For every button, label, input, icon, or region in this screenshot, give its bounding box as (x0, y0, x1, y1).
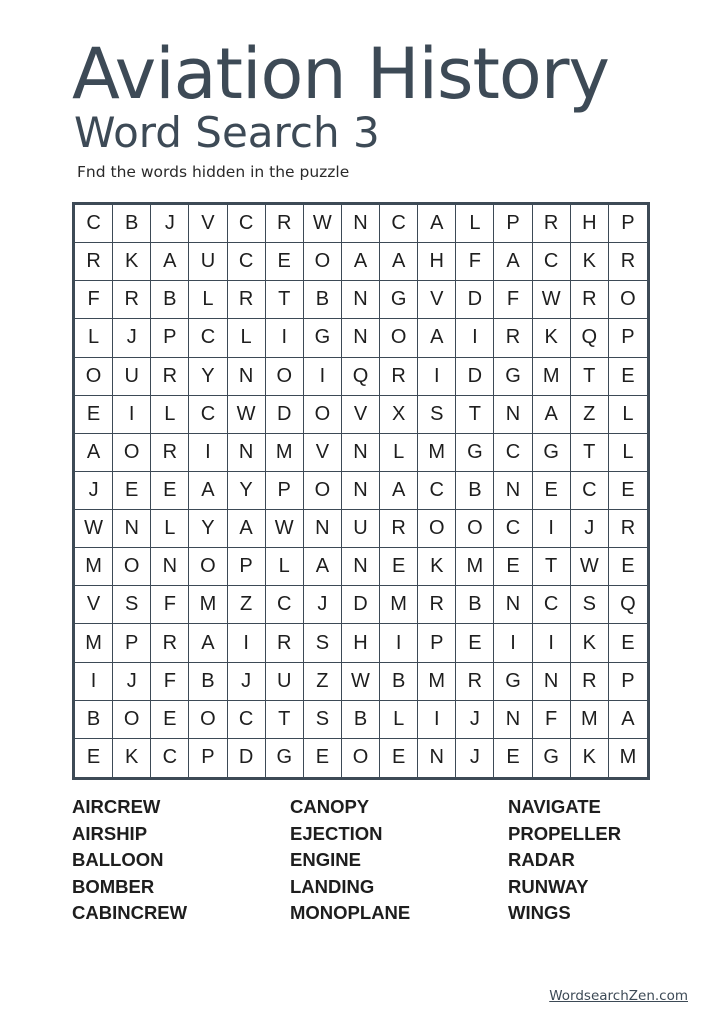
grid-cell[interactable]: V (342, 396, 380, 434)
word-list (0, 794, 724, 934)
grid-cell[interactable]: R (151, 358, 189, 396)
grid-cell[interactable]: U (113, 358, 151, 396)
grid-cell[interactable]: N (342, 434, 380, 472)
grid-cell[interactable]: A (418, 319, 456, 357)
grid-cell[interactable]: K (571, 739, 609, 777)
grid-cell[interactable]: M (75, 548, 113, 586)
grid-cell[interactable]: F (151, 586, 189, 624)
grid-cell[interactable]: P (113, 624, 151, 662)
grid-cell[interactable]: C (571, 472, 609, 510)
site-link[interactable]: WordsearchZen.com (549, 988, 688, 1004)
grid-cell[interactable]: Q (571, 319, 609, 357)
grid-cell[interactable]: N (342, 472, 380, 510)
grid-cell[interactable]: C (533, 586, 571, 624)
grid-cell[interactable]: I (456, 319, 494, 357)
grid-cell[interactable]: I (228, 624, 266, 662)
word-list-item: RADAR (508, 849, 575, 871)
grid-cell[interactable]: G (456, 434, 494, 472)
grid-cell[interactable]: P (189, 739, 227, 777)
grid-cell[interactable]: L (456, 205, 494, 243)
grid-cell[interactable]: R (266, 624, 304, 662)
grid-cell[interactable]: D (228, 739, 266, 777)
grid-cell[interactable]: L (189, 281, 227, 319)
grid-cell[interactable]: W (533, 281, 571, 319)
grid-cell[interactable]: B (113, 205, 151, 243)
grid-cell[interactable]: K (113, 243, 151, 281)
grid-cell[interactable]: R (494, 319, 532, 357)
grid-cell[interactable]: S (113, 586, 151, 624)
grid-cell[interactable]: J (113, 663, 151, 701)
grid-cell[interactable]: Y (228, 472, 266, 510)
grid-cell[interactable]: N (228, 434, 266, 472)
grid-cell[interactable]: Y (189, 510, 227, 548)
grid-cell[interactable]: R (380, 510, 418, 548)
grid-cell[interactable]: K (113, 739, 151, 777)
grid-cell[interactable]: A (304, 548, 342, 586)
grid-cell[interactable]: V (75, 586, 113, 624)
grid-cell[interactable]: A (380, 243, 418, 281)
grid-cell[interactable]: R (533, 205, 571, 243)
grid-cell[interactable]: R (266, 205, 304, 243)
grid-cell[interactable]: O (304, 396, 342, 434)
grid-cell[interactable]: E (304, 739, 342, 777)
grid-cell[interactable]: E (609, 358, 647, 396)
grid-cell[interactable]: F (456, 243, 494, 281)
grid-cell[interactable]: E (380, 548, 418, 586)
grid-cell[interactable]: J (304, 586, 342, 624)
grid-cell[interactable]: B (456, 472, 494, 510)
grid-cell[interactable]: P (609, 663, 647, 701)
grid-cell[interactable]: O (380, 319, 418, 357)
grid-cell[interactable]: P (609, 319, 647, 357)
grid-cell[interactable]: C (494, 510, 532, 548)
grid-cell[interactable]: N (494, 586, 532, 624)
grid-cell[interactable]: H (571, 205, 609, 243)
grid-cell[interactable]: I (266, 319, 304, 357)
grid-cell[interactable]: J (456, 739, 494, 777)
grid-cell[interactable]: M (533, 358, 571, 396)
grid-cell[interactable]: O (189, 548, 227, 586)
grid-cell[interactable]: N (342, 205, 380, 243)
grid-cell[interactable]: E (609, 472, 647, 510)
word-list-column-2 (290, 794, 410, 927)
grid-cell[interactable]: A (228, 510, 266, 548)
grid-cell[interactable]: G (304, 319, 342, 357)
grid-cell[interactable]: R (113, 281, 151, 319)
grid-cell[interactable]: K (571, 624, 609, 662)
grid-cell[interactable]: L (151, 510, 189, 548)
grid-cell[interactable]: B (456, 586, 494, 624)
grid-cell[interactable]: O (113, 434, 151, 472)
grid-cell[interactable]: A (151, 243, 189, 281)
grid-cell[interactable]: N (494, 701, 532, 739)
grid-cell[interactable]: M (418, 434, 456, 472)
grid-cell[interactable]: X (380, 396, 418, 434)
grid-cell[interactable]: U (266, 663, 304, 701)
grid-cell[interactable]: R (228, 281, 266, 319)
grid-cell[interactable]: R (571, 663, 609, 701)
grid-cell[interactable]: O (75, 358, 113, 396)
grid-cell[interactable]: C (189, 396, 227, 434)
grid-cell[interactable]: C (151, 739, 189, 777)
grid-cell[interactable]: A (342, 243, 380, 281)
grid-cell[interactable]: N (342, 319, 380, 357)
grid-cell[interactable]: B (342, 701, 380, 739)
grid-cell[interactable]: M (619, 746, 637, 769)
word-list-item: AIRCREW (72, 796, 161, 817)
word-list-item: NAVIGATE (508, 796, 601, 817)
grid-cell[interactable]: R (75, 243, 113, 281)
word-search-grid (72, 202, 650, 780)
grid-cell[interactable]: T (571, 434, 609, 472)
grid-cell[interactable]: O (304, 472, 342, 510)
grid-cell[interactable]: J (571, 510, 609, 548)
grid-cell[interactable]: E (75, 396, 113, 434)
grid-cell[interactable]: B (380, 663, 418, 701)
word-list-column-3 (508, 794, 621, 927)
grid-cell[interactable]: N (228, 358, 266, 396)
grid-cell[interactable]: R (380, 358, 418, 396)
grid-cell[interactable]: W (266, 510, 304, 548)
grid-cell[interactable]: L (609, 434, 647, 472)
grid-cell[interactable]: V (189, 205, 227, 243)
grid-cell[interactable]: T (533, 548, 571, 586)
grid-cell[interactable]: C (75, 205, 113, 243)
grid-cell[interactable]: C (228, 243, 266, 281)
grid-cell[interactable]: E (609, 624, 647, 662)
grid-cell[interactable]: I (533, 624, 571, 662)
grid-cell[interactable]: M (418, 663, 456, 701)
grid-cell[interactable]: I (189, 434, 227, 472)
grid-cell[interactable]: G (533, 739, 571, 777)
grid-cell[interactable]: F (151, 663, 189, 701)
grid-cell[interactable]: N (304, 510, 342, 548)
grid-cell[interactable]: O (418, 510, 456, 548)
grid-cell[interactable]: A (494, 243, 532, 281)
grid-cell[interactable]: J (151, 205, 189, 243)
grid-cell[interactable]: D (456, 358, 494, 396)
word-list-item: CANOPY (290, 796, 370, 817)
grid-cell[interactable]: U (189, 243, 227, 281)
word-list-item: LANDING (290, 875, 375, 897)
word-list-item: MONOPLANE (290, 902, 411, 924)
grid-cell[interactable]: O (113, 701, 151, 739)
grid-cell[interactable]: I (533, 510, 571, 548)
word-list-item: EJECTION (290, 822, 383, 844)
grid-cell[interactable]: W (571, 548, 609, 586)
grid-cell[interactable]: E (151, 472, 189, 510)
page-title: Aviation History (72, 33, 609, 115)
grid-cell[interactable]: O (342, 739, 380, 777)
grid-cell[interactable]: A (189, 472, 227, 510)
word-list-item: RUNWAY (508, 875, 589, 897)
grid-cell[interactable]: A (380, 472, 418, 510)
grid-cell[interactable]: R (151, 624, 189, 662)
grid-cell[interactable]: P (609, 205, 647, 243)
grid-cell[interactable]: P (418, 624, 456, 662)
grid-cell[interactable]: R (609, 243, 647, 281)
grid-cell[interactable]: E (113, 472, 151, 510)
grid-cell[interactable]: K (571, 243, 609, 281)
grid-cell[interactable]: V (418, 281, 456, 319)
word-list-item: AIRSHIP (72, 822, 148, 844)
grid-cell[interactable]: A (75, 434, 113, 472)
grid-cell[interactable]: E (609, 548, 647, 586)
grid-cell[interactable]: L (228, 319, 266, 357)
grid-cell[interactable]: I (380, 624, 418, 662)
grid-cell[interactable]: S (304, 624, 342, 662)
grid-cell[interactable]: V (304, 434, 342, 472)
word-list-item: BALLOON (72, 849, 164, 871)
grid-cell[interactable]: G (533, 434, 571, 472)
grid-cell[interactable]: E (533, 472, 571, 510)
grid-cell[interactable]: S (418, 396, 456, 434)
grid-cell[interactable]: W (342, 663, 380, 701)
grid-cell[interactable]: E (75, 739, 113, 777)
grid-cell[interactable]: D (456, 281, 494, 319)
instructions-text: Fnd the words hidden in the puzzle (77, 163, 350, 181)
word-list-item: BOMBER (72, 875, 155, 897)
grid-cell[interactable]: R (571, 281, 609, 319)
grid-cell[interactable]: G (380, 281, 418, 319)
word-list-item: ENGINE (290, 849, 361, 871)
grid-cell[interactable]: E (456, 624, 494, 662)
grid-cell[interactable]: M (189, 586, 227, 624)
grid-cell[interactable]: R (151, 434, 189, 472)
grid-cell[interactable]: A (189, 624, 227, 662)
grid-cell[interactable]: H (342, 624, 380, 662)
grid-cell[interactable]: F (75, 281, 113, 319)
grid-cell[interactable]: O (304, 243, 342, 281)
grid-cell[interactable]: Z (571, 396, 609, 434)
grid-cell[interactable]: G (266, 739, 304, 777)
grid-cell[interactable]: N (342, 548, 380, 586)
grid-cell[interactable]: W (75, 510, 113, 548)
grid-cell[interactable]: E (494, 548, 532, 586)
grid-cell[interactable]: O (113, 548, 151, 586)
grid-cell[interactable]: C (189, 319, 227, 357)
grid-cell[interactable]: M (456, 548, 494, 586)
grid-cell[interactable]: C (228, 701, 266, 739)
grid-cell[interactable]: J (456, 701, 494, 739)
grid-cell[interactable]: M (266, 434, 304, 472)
grid-cell[interactable]: C (380, 205, 418, 243)
grid-cell[interactable]: N (113, 510, 151, 548)
grid-cell[interactable]: I (113, 396, 151, 434)
grid-cell[interactable]: L (266, 548, 304, 586)
grid-cell[interactable]: E (380, 739, 418, 777)
grid-cell[interactable]: J (75, 472, 113, 510)
word-list-item: CABINCREW (72, 902, 188, 924)
grid-cell[interactable]: K (533, 319, 571, 357)
grid-cell[interactable]: A (418, 205, 456, 243)
grid-cell[interactable]: C (228, 205, 266, 243)
grid-cell[interactable]: Q (609, 586, 647, 624)
grid-cell[interactable]: B (75, 701, 113, 739)
grid-cell[interactable]: P (151, 319, 189, 357)
grid-cell[interactable]: N (342, 281, 380, 319)
word-list-column-1 (72, 794, 187, 927)
grid-cell[interactable]: T (266, 281, 304, 319)
grid-cell[interactable]: P (266, 472, 304, 510)
grid-cell[interactable]: N (418, 739, 456, 777)
grid-cell[interactable]: E (151, 701, 189, 739)
word-list-item: PROPELLER (508, 822, 622, 844)
word-list-item: WINGS (508, 902, 571, 924)
grid-cell[interactable]: L (151, 396, 189, 434)
grid-cell[interactable]: B (151, 281, 189, 319)
grid-cell[interactable]: Z (304, 663, 342, 701)
grid-cell[interactable]: M (571, 701, 609, 739)
grid-cell[interactable]: L (609, 396, 647, 434)
grid-cell[interactable]: O (609, 281, 647, 319)
grid-cell[interactable]: O (189, 701, 227, 739)
grid-cell[interactable]: M (380, 586, 418, 624)
grid-cell[interactable]: F (494, 281, 532, 319)
grid-cell[interactable]: I (418, 358, 456, 396)
grid-cell[interactable]: L (380, 701, 418, 739)
grid-cell[interactable]: Z (228, 586, 266, 624)
grid-cell[interactable]: R (418, 586, 456, 624)
grid-cell[interactable]: A (533, 396, 571, 434)
grid-cell[interactable]: D (342, 586, 380, 624)
grid-cell[interactable]: B (304, 281, 342, 319)
grid-cell[interactable]: T (266, 701, 304, 739)
grid-cell[interactable]: I (75, 663, 113, 701)
grid-cell[interactable]: C (418, 472, 456, 510)
grid-cell[interactable]: J (113, 319, 151, 357)
grid-cell[interactable]: Y (189, 358, 227, 396)
grid-cell[interactable]: I (494, 624, 532, 662)
grid-cell[interactable]: S (571, 586, 609, 624)
grid-cell[interactable]: B (189, 663, 227, 701)
grid-cell[interactable]: N (533, 663, 571, 701)
grid-cell[interactable]: Q (342, 358, 380, 396)
grid-cell[interactable]: P (228, 548, 266, 586)
grid-cell[interactable]: U (342, 510, 380, 548)
grid-cell[interactable]: H (418, 243, 456, 281)
grid-cell[interactable]: P (494, 205, 532, 243)
grid-cell[interactable]: E (494, 739, 532, 777)
grid-cell[interactable]: R (609, 510, 647, 548)
grid-cell[interactable]: C (266, 586, 304, 624)
grid-cell[interactable]: T (456, 396, 494, 434)
grid-cell[interactable]: O (456, 510, 494, 548)
grid-cell[interactable]: O (266, 358, 304, 396)
grid-cell[interactable]: I (304, 358, 342, 396)
grid-cell[interactable]: N (494, 396, 532, 434)
grid-cell[interactable]: G (494, 663, 532, 701)
grid-cell[interactable]: R (456, 663, 494, 701)
grid-cell[interactable]: C (533, 243, 571, 281)
grid-cell[interactable]: K (418, 548, 456, 586)
page-subtitle: Word Search 3 (74, 108, 380, 157)
grid-cell[interactable]: J (228, 663, 266, 701)
grid-cell[interactable]: N (151, 548, 189, 586)
grid-cell[interactable]: D (266, 396, 304, 434)
grid-cell[interactable]: S (304, 701, 342, 739)
grid-cell[interactable]: L (75, 319, 113, 357)
grid-cell[interactable]: W (228, 396, 266, 434)
grid-cell[interactable]: M (75, 624, 113, 662)
grid-cell[interactable]: E (266, 243, 304, 281)
grid-cell[interactable]: W (304, 205, 342, 243)
grid-cell[interactable]: A (609, 701, 647, 739)
grid-cell[interactable]: C (494, 434, 532, 472)
grid-cell[interactable]: F (533, 701, 571, 739)
grid-cell[interactable]: T (571, 358, 609, 396)
grid-cell[interactable]: L (380, 434, 418, 472)
grid-cell[interactable]: G (494, 358, 532, 396)
grid-cell[interactable]: N (494, 472, 532, 510)
grid-cell[interactable]: I (418, 701, 456, 739)
